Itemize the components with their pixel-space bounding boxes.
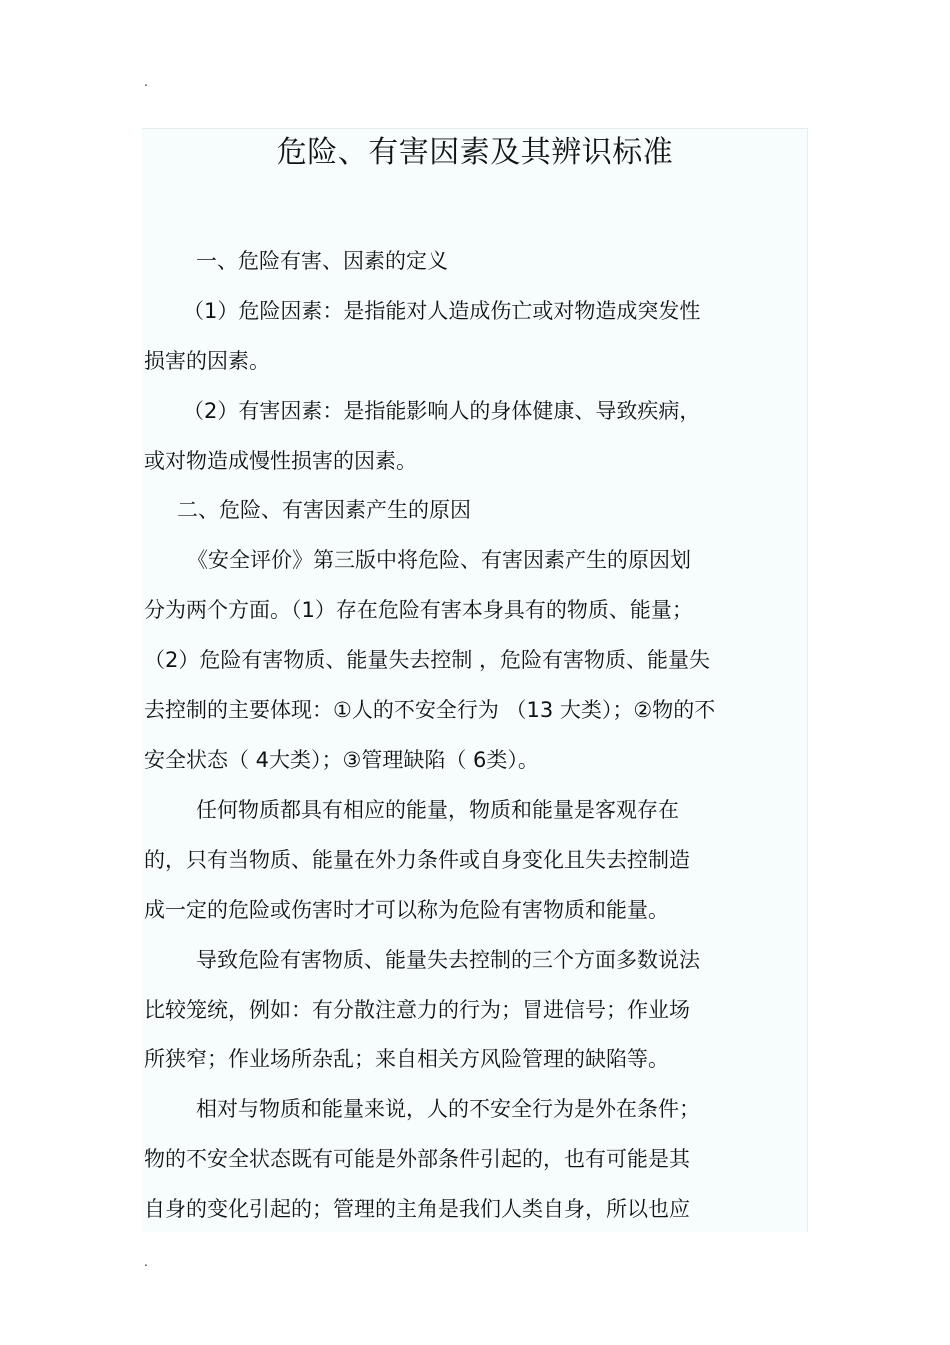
paragraph-line: 去控制的主要体现：①人的不安全行为 （13 大类）；②物的不 [144, 698, 716, 722]
heading-1: 一、危险有害、因素的定义 [196, 249, 448, 273]
paragraph-line: 任何物质都具有相应的能量，物质和能量是客观存在 [196, 798, 679, 822]
paragraph-line: 成一定的危险或伤害时才可以称为危险有害物质和能量。 [144, 898, 669, 922]
paragraph-line: （1）危险因素：是指能对人造成伤亡或对物造成突发性 [183, 299, 701, 323]
paragraph-line: 或对物造成慢性损害的因素。 [144, 449, 417, 473]
paragraph-line: 导致危险有害物质、能量失去控制的三个方面多数说法 [196, 948, 700, 972]
document-title: 危险、有害因素及其辨识标准 [276, 135, 674, 170]
paragraph-line: （2）有害因素：是指能影响人的身体健康、导致疾病， [183, 399, 701, 423]
paragraph-line: 安全状态（ 4大类）；③管理缺陷（ 6类）。 [144, 748, 539, 772]
page-dot-bottom: . [144, 1255, 148, 1269]
heading-2: 二、危险、有害因素产生的原因 [177, 498, 471, 522]
paragraph-line: 分为两个方面。（1）存在危险有害本身具有的物质、能量； [144, 598, 693, 622]
page-dot-top: . [144, 75, 148, 89]
paragraph-line: 相对与物质和能量来说，人的不安全行为是外在条件； [196, 1097, 700, 1121]
paragraph-line: （2）危险有害物质、能量失去控制 ，危险有害物质、能量失 [144, 648, 711, 672]
paragraph-line: 《安全评价》第三版中将危险、有害因素产生的原因划 [187, 548, 691, 572]
paragraph-line: 的，只有当物质、能量在外力条件或自身变化且失去控制造 [144, 848, 690, 872]
paragraph-line: 比较笼统，例如：有分散注意力的行为；冒进信号；作业场 [144, 998, 690, 1022]
paragraph-line: 所狭窄；作业场所杂乱；来自相关方风险管理的缺陷等。 [144, 1047, 669, 1071]
paragraph-line: 自身的变化引起的；管理的主角是我们人类自身，所以也应 [144, 1197, 690, 1221]
paragraph-line: 损害的因素。 [144, 349, 270, 373]
paragraph-line: 物的不安全状态既有可能是外部条件引起的，也有可能是其 [144, 1147, 690, 1171]
